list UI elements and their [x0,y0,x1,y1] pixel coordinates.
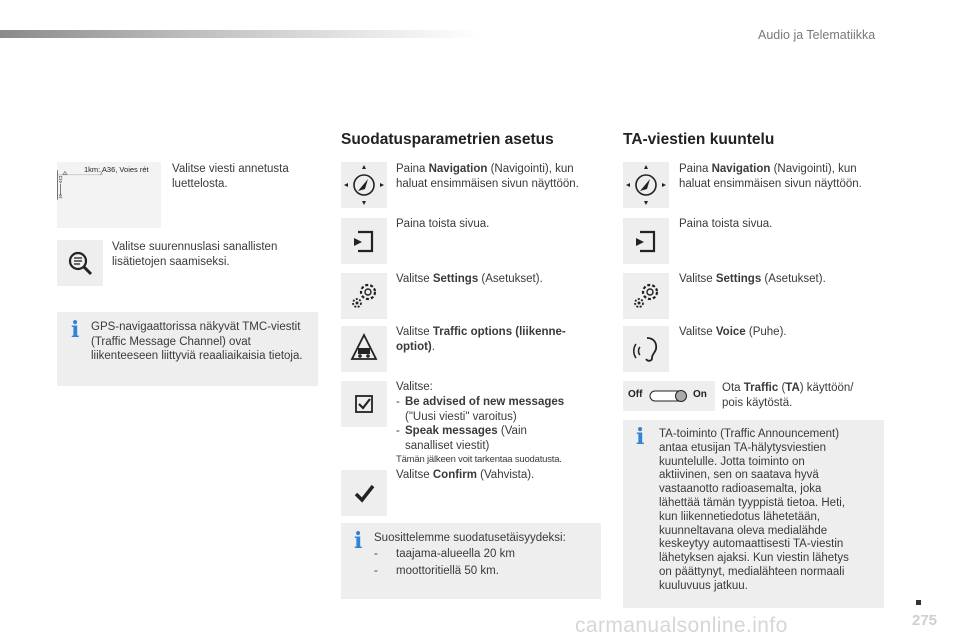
page-turn-icon [354,232,372,251]
right-step-traffic-ta: Ota Traffic (TA) käyttöön/ pois käytöstä. [722,382,854,409]
mid-bullet-dash-1: - [396,396,400,408]
message-options-button[interactable] [341,381,387,427]
toggle-off-label: Off [628,389,643,400]
mid-filter-note: Tämän jälkeen voit tarkentaa suodatusta. [396,454,562,465]
info-box-gps [57,312,318,386]
second-page-button-right[interactable] [623,218,669,264]
settings-button[interactable] [341,273,387,319]
gear-icon [635,285,657,307]
header-gradient-bar [0,30,480,38]
step-select-magnifier: Valitse suurennuslasi sanallisten lisätietojen saamiseksi. [112,241,278,268]
right-step-navigation: Paina Navigation (Navigointi), kun haluat ensimmäisen sivun näyttöön. [679,163,862,190]
toggle-on-label: On [693,389,707,400]
info-icon: i [71,317,80,343]
screen-alert-text: 1km: A36, Voies rét [84,165,149,174]
voice-button[interactable] [623,326,669,372]
info-bullet-city: taajama-alueella 20 km [396,548,515,560]
right-step-settings: Valitse Settings (Asetukset). [679,273,826,285]
mid-step-confirm: Valitse Confirm (Vahvista). [396,469,535,481]
navigation-button-right[interactable] [623,162,669,208]
ta-toggle[interactable] [623,381,715,411]
mid-step-navigation: Paina Navigation (Navigointi), kun haluat ensimmäisen sivun näyttöön. [396,163,579,190]
settings-button-right[interactable] [623,273,669,319]
step-select-message: Valitse viesti annetusta luettelosta. [172,163,289,190]
navigation-icon [344,165,384,205]
second-page-button[interactable] [341,218,387,264]
mid-step-second-page: Paina toista sivua. [396,218,490,230]
voice-icon [634,338,656,361]
checkbox-icon [356,396,372,412]
right-step-voice: Valitse Voice (Puhe). [679,326,787,338]
info-box-filter-distance [341,523,601,599]
info-text: GPS-navigaattorissa näkyvät TMC-viestit (Traffic Message Channel) ovat liikenteeseen liittyviä reaaliaikaisia tietoja. [91,321,303,363]
heading-ta-messages: TA-viestien kuuntelu [623,131,775,148]
navigation-button[interactable] [341,162,387,208]
traffic-options-button[interactable] [341,326,387,372]
mid-option-speak: Speak messages (Vain sanalliset viestit) [405,425,527,452]
info-icon: i [636,424,645,450]
info-icon: i [354,528,363,554]
page-marker [916,600,921,605]
mid-step-traffic-options: Valitse Traffic options (liikenne-optiot). [396,326,566,353]
mid-step-select-intro: Valitse: [396,381,433,393]
navigation-icon [626,165,666,205]
heading-filter-settings: Suodatusparametrien asetus [341,131,554,148]
page-turn-icon [636,232,654,251]
page-number: 275 [912,612,938,629]
info-bullet-dash-1: - [374,548,378,560]
magnifier-button[interactable] [57,240,103,286]
info-bullet-highway: moottoritiellä 50 km. [396,565,499,577]
section-title: Audio ja Telematiikka [758,28,876,42]
mid-option-advised: Be advised of new messages ("Uusi viesti" varoitus) [405,396,565,423]
mid-step-settings: Valitse Settings (Asetukset). [396,273,543,285]
watermark: carmanualsonline.info [575,614,788,637]
right-step-second-page: Paina toista sivua. [679,218,773,230]
info-bullet-dash-2: - [374,565,378,577]
confirm-button[interactable] [341,470,387,516]
gear-icon [353,285,375,307]
info-text: TA-toiminto (Traffic Announcement) antaa etusijan TA-hälytysviestien kuuntelulle. Jotta toiminto on aktiivinen, sen on saatava hyvä vastaanotto radioasemalta, joka lähettää tämän tyyppistä tietoa. Heti, kun liikennetiedotus lähetetään, kuunneltavana oleva medialähde keskeytyy automaattisesti TA-viestin lähetyksen ajaksi. Kun viestin lähetys on päättynyt, medialähteen normaali kuuluvuus jatkuu. [659,428,849,592]
toggle-knob [676,391,687,402]
info-title: Suosittelemme suodatusetäisyydeksi: [374,532,566,544]
traffic-warning-icon [352,335,376,359]
info-box-ta [623,420,884,608]
mid-bullet-dash-2: - [396,425,400,437]
checkmark-icon [356,486,373,500]
